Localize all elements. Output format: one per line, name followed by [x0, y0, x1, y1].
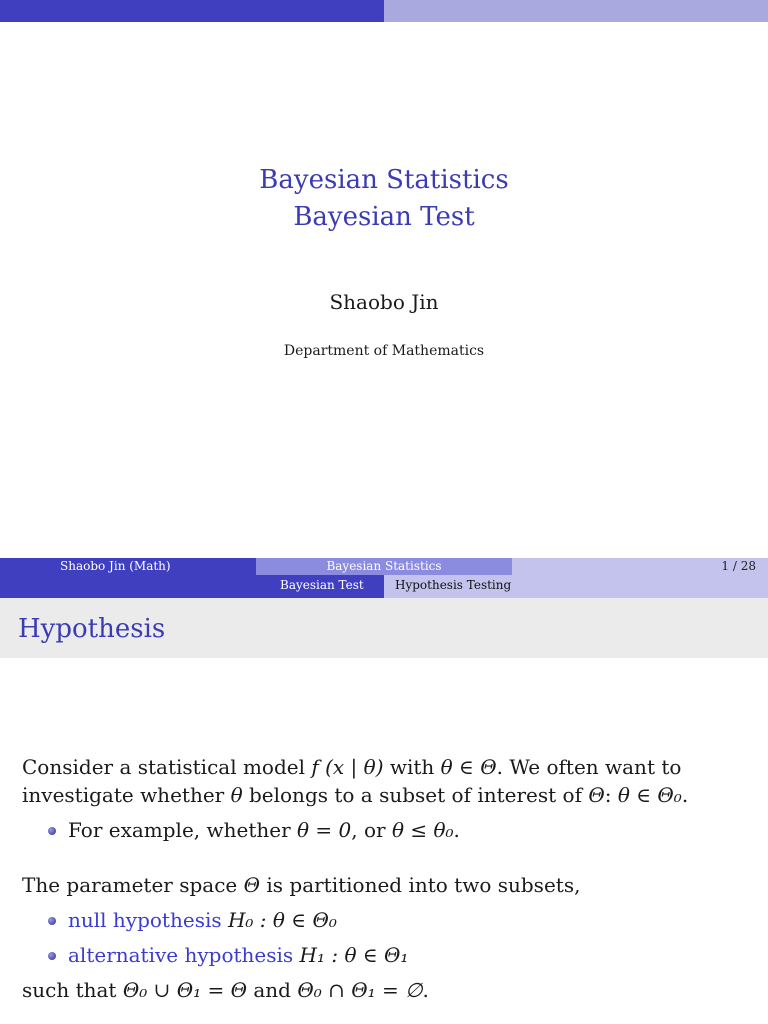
math-model: f (x | θ): [311, 755, 384, 779]
footer-section[interactable]: Bayesian Test: [280, 578, 364, 592]
footer-author: Shaobo Jin (Math): [60, 559, 171, 573]
footer-subsection[interactable]: Hypothesis Testing: [395, 578, 512, 592]
header-bar-right: [384, 0, 768, 22]
bullet-icon: [48, 952, 56, 960]
presentation-subtitle: Bayesian Test: [293, 202, 475, 232]
math-alternative-hypothesis: H₁ : θ ∈ Θ₁: [299, 943, 409, 967]
math-param-space: θ ∈ Θ: [440, 755, 497, 779]
author-name: Shaobo Jin: [329, 290, 439, 314]
header-bar-left: [0, 0, 384, 22]
math-null-hypothesis: H₀ : θ ∈ Θ₀: [227, 908, 337, 932]
bullet-icon: [48, 917, 56, 925]
paragraph-partition: The parameter space Θ is partitioned into two subsets,: [22, 873, 581, 897]
footer-title: Bayesian Statistics: [326, 559, 442, 573]
frame-title: Hypothesis: [18, 614, 166, 644]
paragraph-model-line2: investigate whether θ belongs to a subset of interest of Θ: θ ∈ Θ₀.: [22, 783, 689, 807]
bullet-icon: [48, 827, 56, 835]
null-hypothesis-term: null hypothesis: [68, 908, 222, 932]
paragraph-model-line1: Consider a statistical model f (x | θ) with θ ∈ Θ. We often want to: [22, 755, 682, 779]
alternative-hypothesis-term: alternative hypothesis: [68, 943, 294, 967]
institute-name: Department of Mathematics: [283, 343, 485, 359]
presentation-title: Bayesian Statistics: [259, 165, 509, 195]
footer-page-number: 1 / 28: [721, 559, 756, 573]
paragraph-condition: such that Θ₀ ∪ Θ₁ = Θ and Θ₀ ∩ Θ₁ = ∅.: [22, 978, 429, 1002]
paragraph-model: [22, 753, 688, 809]
